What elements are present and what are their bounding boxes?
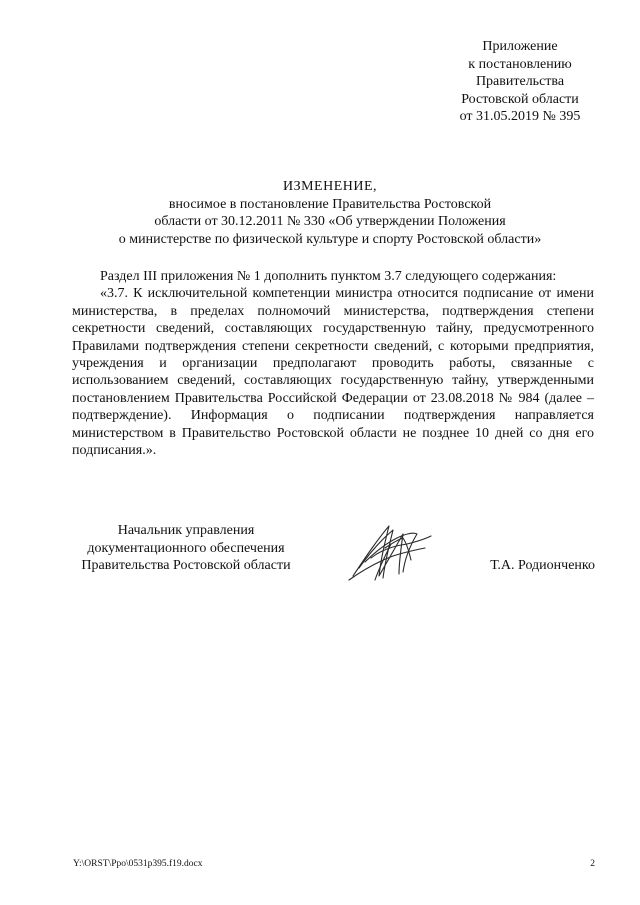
title-line: области от 30.12.2011 № 330 «Об утверждении Положения [154,214,506,229]
document-body [72,268,594,459]
signatory-position [66,522,306,575]
appendix-line: Приложение [482,39,558,54]
title-line: вносимое в постановление Правительства Ростовской [168,196,492,212]
signatory-name: Т.А. Родионченко [490,558,595,573]
appendix-line: к постановлению [468,56,572,72]
title-heading: ИЗМЕНЕНИЕ, [282,179,378,194]
body-paragraph: «3.7. К исключительной компетенции министра относится подписание от имени министерства, в пределах полномочий министерства, подтверждения степени секретности сведений, составляющих государственную тайну, предусмотренного Правилами подтверждения степени секретности сведений, с которыми предприятия, учреждения и организации предполагают проводить работы, связанные с использованием сведений, составляющих государственную тайну, утвержденными постановлением Правительства Российской Федерации от 23.08.2018 № 984 (далее – подтверждение). Информация о подписании подтверждения направляется министерством в Правительство Ростовской области не позднее 10 дней со дня его подписания.». [72,286,594,459]
title-line: о министерстве по физической культуре и спорту Ростовской области» [118,231,542,247]
appendix-line: Правительства [475,74,565,89]
position-line: документационного обеспечения [87,540,285,556]
position-line: Начальник управления [117,523,255,538]
position-line: Правительства Ростовской области [81,558,291,573]
body-paragraph: Раздел III приложения № 1 дополнить пунктом 3.7 следующего содержания: [100,269,557,284]
appendix-line: Ростовской области [461,91,579,107]
appendix-line: от 31.05.2019 № 395 [459,109,581,124]
handwritten-signature [345,518,445,590]
document-title [80,178,580,248]
footer-page-number: 2 [590,859,595,869]
signature-scribble-icon [345,518,445,590]
appendix-header [420,38,620,126]
footer-file-path: Y:\ORST\Ppo\0531p395.f19.docx [73,859,203,869]
